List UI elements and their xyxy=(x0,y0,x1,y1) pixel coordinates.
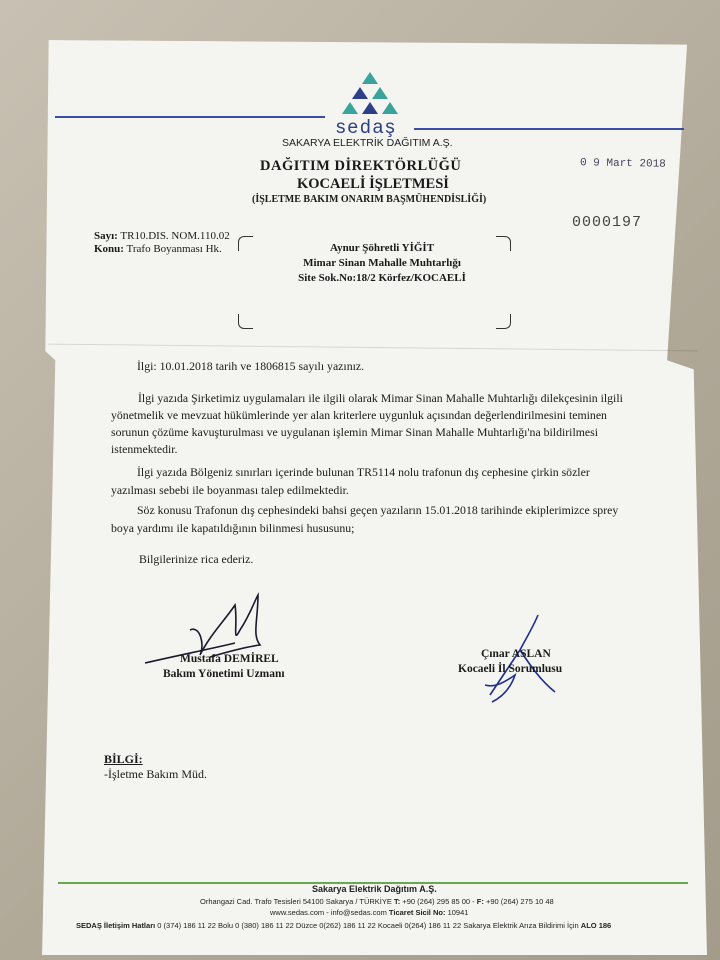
sayi-value: TR10.DIS. NOM.110.02 xyxy=(120,230,230,242)
info-label: BİLGİ: xyxy=(104,752,143,766)
date-stamp: 0 9 Mart 2018 xyxy=(579,157,666,171)
sedas-logo-icon xyxy=(330,70,410,120)
company-name: SAKARYA ELEKTRİK DAĞITIM A.Ş. xyxy=(282,137,453,149)
recipient-name: Aynur Şöhretli YİĞİT xyxy=(329,242,435,254)
footer-fax: +90 (264) 275 10 48 xyxy=(485,897,554,906)
konu-label: Konu: xyxy=(94,243,124,255)
footer-tel-label: T: xyxy=(394,897,401,906)
reference-line xyxy=(94,230,230,242)
footer-address: Orhangazi Cad. Trafo Tesisleri 54100 Sakarya / TÜRKİYE xyxy=(200,897,392,906)
right-signer-title: Kocaeli İl Sorumlusu xyxy=(458,663,563,675)
operation-title: KOCAELİ İŞLETMESİ xyxy=(297,176,449,192)
right-signer-name: Çınar ASLAN xyxy=(481,648,551,660)
footer-hotlines-label: SEDAŞ İletişim Hatları xyxy=(76,921,156,930)
footer-address-line: Orhangazi Cad. Trafo Tesisleri 54100 Sakarya / TÜRKİYE T: +90 (264) 295 85 00 - F: +90 (264) 275 10 48 xyxy=(200,897,554,906)
footer-web-line xyxy=(270,908,468,917)
recipient-office: Mimar Sinan Mahalle Muhtarlığı xyxy=(303,257,461,269)
paragraph-3-line-2: boya yardımı ile kapatıldığının bilinmesi hususunu; xyxy=(111,521,355,535)
paragraph-3-line-1: Söz konusu Trafonun dış cephesindeki bahsi geçen yazıların 15.01.2018 tarihinde ekiplerimizce sprey xyxy=(137,503,619,517)
footer-company: Sakarya Elektrik Dağıtım A.Ş. xyxy=(312,884,437,894)
footer-hotlines: 0 (374) 186 11 22 Bolu 0 (380) 186 11 22 Düzce 0(262) 186 11 22 Kocaeli 0(264) 186 11 22 Sakarya xyxy=(157,921,491,930)
header-rule-right xyxy=(414,128,684,130)
footer-fault-number: ALO 186 xyxy=(580,921,612,930)
paragraph-1-line-3: sorunun çözüme kavuşturulması ve uygulanan işlemin Mimar Sinan Mahalle Muhtarlığı'na bildirilmesi xyxy=(111,425,599,439)
footer-web[interactable]: www.sedas.com - info@sedas.com xyxy=(270,908,387,917)
recipient-address: Site Sok.No:18/2 Körfez/KOCAELİ xyxy=(298,272,466,284)
paragraph-1-line-4: istenmektedir. xyxy=(111,442,178,456)
sayi-label: Sayı: xyxy=(94,230,118,242)
left-signer-name: Mustafa DEMİREL xyxy=(180,653,279,665)
subject-line xyxy=(94,243,222,255)
paragraph-1-line-2: yönetmelik ve mevzuat hükümlerinde yer alan kriterlere uygunluk açısından değerlendirilmesini teminen xyxy=(111,408,607,422)
paragraph-2-line-2: yazılması sebebi ile boyanması talep edilmektedir. xyxy=(111,483,349,497)
number-stamp: 0000197 xyxy=(572,214,643,231)
footer-fault-label: Elektrik Arıza Bildirimi İçin xyxy=(492,921,579,930)
window-corner-br xyxy=(496,314,511,329)
footer-fax-label: F: xyxy=(476,897,484,906)
directorate-title: DAĞITIM DİREKTÖRLÜĞÜ xyxy=(260,158,462,174)
closing-line: Bilgilerinize rica ederiz. xyxy=(139,552,254,566)
paragraph-1-line-1: İlgi yazıda Şirketimiz uygulamaları ile ilgili olarak Mimar Sinan Mahalle Muhtarlığı dilekçesinin ilgili xyxy=(138,391,623,405)
footer-hotlines-line xyxy=(76,921,611,930)
paragraph-2-line-1: İlgi yazıda Bölgeniz sınırları içerinde bulunan TR5114 nolu trafonun dış cephesine çirkin sözler xyxy=(137,465,590,479)
konu-value: Trafo Boyanması Hk. xyxy=(126,243,222,255)
header-rule-left xyxy=(55,116,325,118)
left-signer-title: Bakım Yönetimi Uzmanı xyxy=(163,668,285,680)
ilgi-line: İlgi: 10.01.2018 tarih ve 1806815 sayılı yazınız. xyxy=(137,359,365,373)
footer-sicil: 10941 xyxy=(447,908,469,917)
brand-name: sedaş xyxy=(336,117,397,138)
info-item: -İşletme Bakım Müd. xyxy=(104,767,207,781)
footer-sicil-label: Ticaret Sicil No: xyxy=(388,908,446,917)
window-corner-tl xyxy=(238,236,253,251)
footer-tel: +90 (264) 295 85 00 xyxy=(402,897,471,906)
department-title: (İŞLETME BAKIM ONARIM BAŞMÜHENDİSLİĞİ) xyxy=(252,194,487,205)
right-signature xyxy=(470,610,580,710)
window-corner-bl xyxy=(238,314,253,329)
